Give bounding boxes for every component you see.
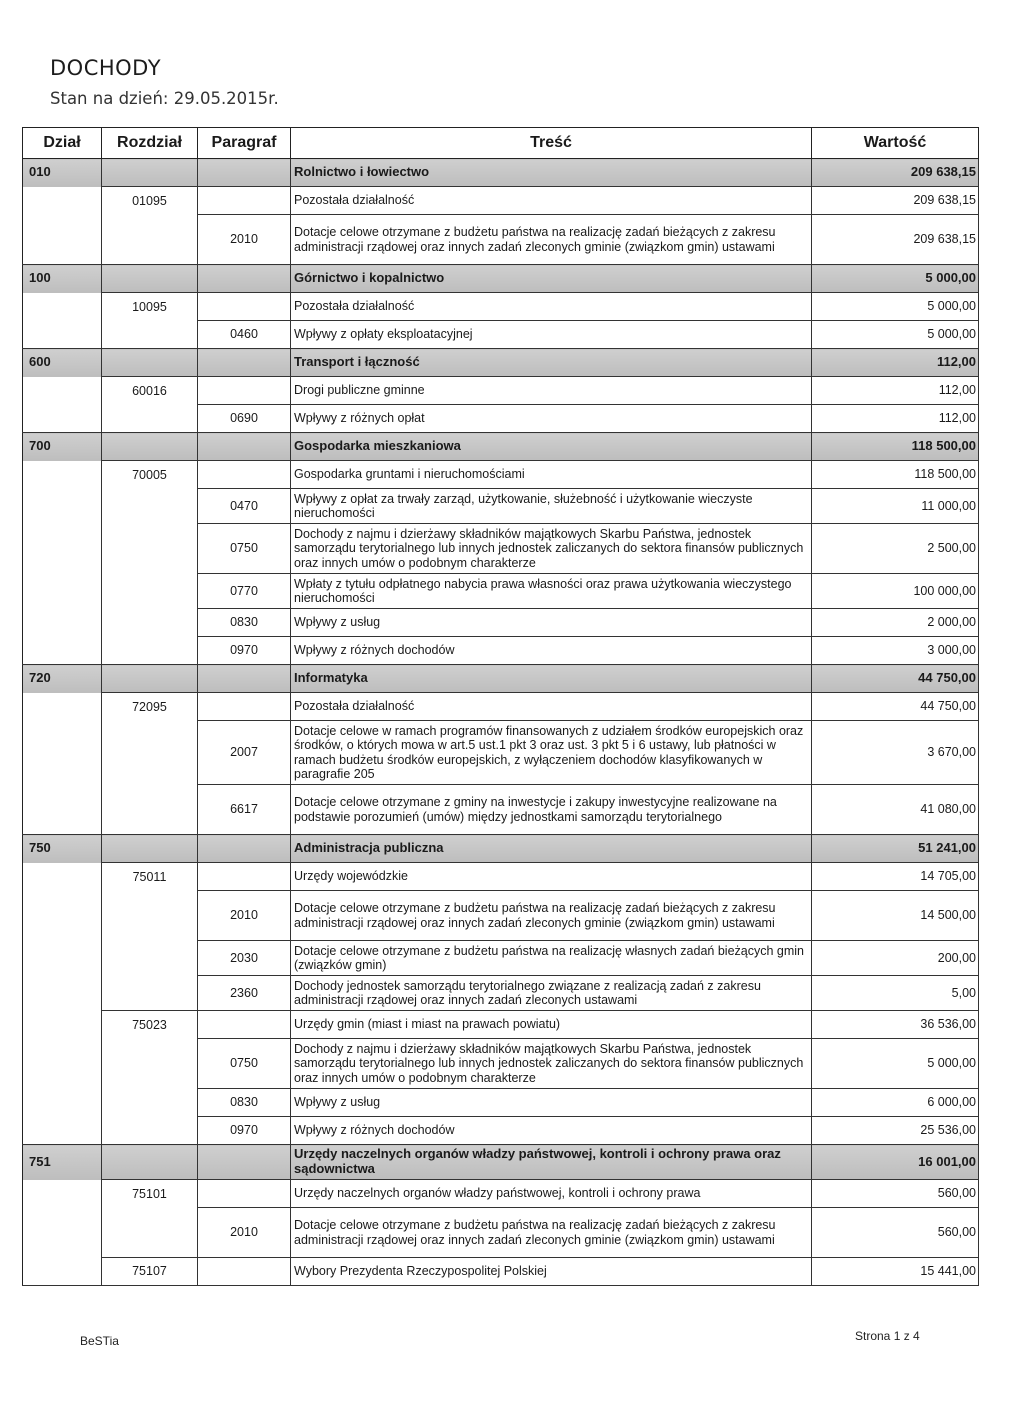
paragraf-cell: 2010 [198,215,291,265]
dzial-cell: 010 [23,159,102,187]
dzial-cell [23,1089,102,1117]
paragraf-cell [198,377,291,405]
wartosc-cell: 560,00 [812,1208,979,1258]
chapter-row [23,693,979,721]
paragraf-cell [198,1258,291,1286]
rozdzial-cell [102,574,198,609]
rozdzial-cell [102,489,198,524]
wartosc-cell: 5 000,00 [812,1039,979,1089]
tresc-cell: Pozostała działalność [291,187,812,215]
tresc-cell: Dotacje celowe otrzymane z budżetu państwa na realizację własnych zadań bieżących gmin (związków gmin) [291,941,812,976]
rozdzial-cell [102,159,198,187]
dzial-cell [23,187,102,215]
section-row [23,349,979,377]
dzial-cell: 600 [23,349,102,377]
tresc-cell: Wpłaty z tytułu odpłatnego nabycia prawa własności oraz prawa użytkowania wieczystego nieruchomości [291,574,812,609]
table-row [23,785,979,835]
rozdzial-cell [102,721,198,785]
dzial-cell [23,785,102,835]
dzial-cell [23,693,102,721]
wartosc-cell: 200,00 [812,941,979,976]
rozdzial-cell: 10095 [102,293,198,321]
tresc-cell: Dotacje celowe w ramach programów finansowanych z udziałem środków europejskich oraz środków, o których mowa w art.5 ust.1 pkt 3 oraz ust. 3 pkt 5 i 6 ustawy, lub płatności w ramach budżetu środków europejskich, z wyłączeniem dochodów klasyfikowanych w paragrafie 205 [291,721,812,785]
wartosc-cell: 3 000,00 [812,637,979,665]
chapter-row [23,1258,979,1286]
wartosc-cell: 209 638,15 [812,159,979,187]
table-row [23,1039,979,1089]
table-header-row [23,128,979,159]
rozdzial-cell [102,405,198,433]
rozdzial-cell: 01095 [102,187,198,215]
rozdzial-cell [102,321,198,349]
dzial-cell [23,976,102,1011]
dzial-cell [23,461,102,489]
tresc-cell: Informatyka [291,665,812,693]
section-row [23,665,979,693]
dzial-cell [23,1258,102,1286]
wartosc-cell: 100 000,00 [812,574,979,609]
table-row [23,637,979,665]
rozdzial-cell: 75101 [102,1180,198,1208]
paragraf-cell [198,835,291,863]
section-row [23,1145,979,1180]
section-row [23,433,979,461]
tresc-cell: Górnictwo i kopalnictwo [291,265,812,293]
table-row [23,721,979,785]
rozdzial-cell: 75107 [102,1258,198,1286]
chapter-row [23,461,979,489]
rozdzial-cell [102,265,198,293]
paragraf-cell [198,293,291,321]
wartosc-cell: 44 750,00 [812,665,979,693]
paragraf-cell: 0830 [198,609,291,637]
wartosc-cell: 2 500,00 [812,524,979,574]
paragraf-cell [198,461,291,489]
rozdzial-cell [102,524,198,574]
rozdzial-cell [102,976,198,1011]
paragraf-cell: 0470 [198,489,291,524]
wartosc-cell: 36 536,00 [812,1011,979,1039]
wartosc-cell: 44 750,00 [812,693,979,721]
dzial-cell [23,293,102,321]
rozdzial-cell [102,665,198,693]
paragraf-cell [198,665,291,693]
tresc-cell: Urzędy gmin (miast i miast na prawach powiatu) [291,1011,812,1039]
tresc-cell: Drogi publiczne gminne [291,377,812,405]
dzial-cell [23,941,102,976]
wartosc-cell: 25 536,00 [812,1117,979,1145]
paragraf-cell: 0970 [198,637,291,665]
tresc-cell: Wybory Prezydenta Rzeczypospolitej Polskiej [291,1258,812,1286]
wartosc-cell: 5,00 [812,976,979,1011]
dzial-cell [23,489,102,524]
wartosc-cell: 14 500,00 [812,891,979,941]
dzial-cell [23,215,102,265]
chapter-row [23,863,979,891]
tresc-cell: Urzędy naczelnych organów władzy państwowej, kontroli i ochrony prawa oraz sądownictwa [291,1145,812,1180]
paragraf-cell [198,265,291,293]
rozdzial-cell [102,1117,198,1145]
table-row [23,1208,979,1258]
column-header-rozdzial: Rozdział [102,128,198,159]
dzial-cell [23,377,102,405]
dzial-cell [23,863,102,891]
table-row [23,215,979,265]
tresc-cell: Dotacje celowe otrzymane z gminy na inwestycje i zakupy inwestycyjne realizowane na podstawie porozumień (umów) między jednostkami samorządu terytorialnego [291,785,812,835]
rozdzial-cell [102,835,198,863]
tresc-cell: Dochody z najmu i dzierżawy składników majątkowych Skarbu Państwa, jednostek samorządu terytorialnego lub innych jednostek zaliczanych do sektora finansów publicznych oraz innych umów o podobnym charakterze [291,524,812,574]
table-row [23,574,979,609]
table-row [23,524,979,574]
table-row [23,489,979,524]
paragraf-cell [198,187,291,215]
rozdzial-cell [102,1145,198,1180]
tresc-cell: Pozostała działalność [291,293,812,321]
wartosc-cell: 209 638,15 [812,187,979,215]
table-row [23,1117,979,1145]
wartosc-cell: 16 001,00 [812,1145,979,1180]
section-row [23,835,979,863]
tresc-cell: Dotacje celowe otrzymane z budżetu państwa na realizację zadań bieżących z zakresu administracji rządowej oraz innych zadań zleconych gminie (związkom gmin) ustawami [291,215,812,265]
tresc-cell: Wpływy z różnych opłat [291,405,812,433]
chapter-row [23,377,979,405]
column-header-wartosc: Wartość [812,128,979,159]
paragraf-cell: 0970 [198,1117,291,1145]
wartosc-cell: 41 080,00 [812,785,979,835]
wartosc-cell: 5 000,00 [812,321,979,349]
table-row [23,941,979,976]
tresc-cell: Administracja publiczna [291,835,812,863]
document-date: Stan na dzień: 29.05.2015r. [50,89,279,108]
section-row [23,159,979,187]
dzial-cell [23,1011,102,1039]
wartosc-cell: 11 000,00 [812,489,979,524]
dzial-cell [23,637,102,665]
dzial-cell [23,321,102,349]
dzial-cell: 700 [23,433,102,461]
tresc-cell: Urzędy naczelnych organów władzy państwowej, kontroli i ochrony prawa [291,1180,812,1208]
tresc-cell: Gospodarka gruntami i nieruchomościami [291,461,812,489]
tresc-cell: Wpływy z różnych dochodów [291,1117,812,1145]
chapter-row [23,187,979,215]
paragraf-cell: 2010 [198,1208,291,1258]
wartosc-cell: 118 500,00 [812,433,979,461]
dzial-cell [23,1208,102,1258]
tresc-cell: Wpływy z różnych dochodów [291,637,812,665]
table-row [23,321,979,349]
rozdzial-cell [102,941,198,976]
wartosc-cell: 6 000,00 [812,1089,979,1117]
rozdzial-cell [102,1089,198,1117]
wartosc-cell: 5 000,00 [812,293,979,321]
rozdzial-cell: 75011 [102,863,198,891]
paragraf-cell: 0750 [198,524,291,574]
paragraf-cell [198,433,291,461]
paragraf-cell [198,1180,291,1208]
rozdzial-cell [102,637,198,665]
paragraf-cell: 2360 [198,976,291,1011]
dzial-cell [23,1180,102,1208]
tresc-cell: Dotacje celowe otrzymane z budżetu państwa na realizację zadań bieżących z zakresu administracji rządowej oraz innych zadań zleconych gminie (związkom gmin) ustawami [291,1208,812,1258]
column-header-paragraf: Paragraf [198,128,291,159]
rozdzial-cell: 60016 [102,377,198,405]
paragraf-cell: 6617 [198,785,291,835]
table-body [23,159,979,1286]
footer-page-number: Strona 1 z 4 [855,1329,920,1343]
wartosc-cell: 14 705,00 [812,863,979,891]
tresc-cell: Urzędy wojewódzkie [291,863,812,891]
paragraf-cell: 2007 [198,721,291,785]
table-row [23,891,979,941]
document-title: DOCHODY [50,56,162,80]
paragraf-cell [198,693,291,721]
table-row [23,609,979,637]
rozdzial-cell [102,215,198,265]
table-row [23,1089,979,1117]
rozdzial-cell [102,891,198,941]
wartosc-cell: 5 000,00 [812,265,979,293]
table-row [23,405,979,433]
income-table [22,127,979,1286]
dzial-cell [23,721,102,785]
tresc-cell: Dochody jednostek samorządu terytorialnego związane z realizacją zadań z zakresu administracji rządowej oraz innych zadań zleconych ustawami [291,976,812,1011]
tresc-cell: Gospodarka mieszkaniowa [291,433,812,461]
tresc-cell: Wpływy z opłaty eksploatacyjnej [291,321,812,349]
tresc-cell: Rolnictwo i łowiectwo [291,159,812,187]
chapter-row [23,293,979,321]
wartosc-cell: 2 000,00 [812,609,979,637]
wartosc-cell: 51 241,00 [812,835,979,863]
dzial-cell [23,1039,102,1089]
wartosc-cell: 118 500,00 [812,461,979,489]
dzial-cell [23,609,102,637]
rozdzial-cell [102,1208,198,1258]
paragraf-cell: 2010 [198,891,291,941]
dzial-cell [23,405,102,433]
rozdzial-cell [102,433,198,461]
paragraf-cell: 0830 [198,1089,291,1117]
paragraf-cell: 2030 [198,941,291,976]
rozdzial-cell: 72095 [102,693,198,721]
dzial-cell: 751 [23,1145,102,1180]
section-row [23,265,979,293]
rozdzial-cell: 75023 [102,1011,198,1039]
paragraf-cell [198,1011,291,1039]
paragraf-cell [198,159,291,187]
rozdzial-cell [102,609,198,637]
wartosc-cell: 112,00 [812,349,979,377]
rozdzial-cell [102,785,198,835]
tresc-cell: Transport i łączność [291,349,812,377]
footer-software: BeSTia [80,1334,119,1348]
paragraf-cell: 0460 [198,321,291,349]
dzial-cell: 720 [23,665,102,693]
tresc-cell: Wpływy z usług [291,609,812,637]
chapter-row [23,1011,979,1039]
paragraf-cell [198,349,291,377]
dzial-cell [23,1117,102,1145]
tresc-cell: Wpływy z usług [291,1089,812,1117]
tresc-cell: Dochody z najmu i dzierżawy składników majątkowych Skarbu Państwa, jednostek samorządu terytorialnego lub innych jednostek zaliczanych do sektora finansów publicznych oraz innych umów o podobnym charakterze [291,1039,812,1089]
dzial-cell [23,574,102,609]
wartosc-cell: 112,00 [812,377,979,405]
tresc-cell: Dotacje celowe otrzymane z budżetu państwa na realizację zadań bieżących z zakresu administracji rządowej oraz innych zadań zleconych gminie (związkom gmin) ustawami [291,891,812,941]
paragraf-cell: 0690 [198,405,291,433]
column-header-dzial: Dział [23,128,102,159]
wartosc-cell: 15 441,00 [812,1258,979,1286]
rozdzial-cell [102,349,198,377]
dzial-cell: 750 [23,835,102,863]
column-header-tresc: Treść [291,128,812,159]
wartosc-cell: 112,00 [812,405,979,433]
chapter-row [23,1180,979,1208]
paragraf-cell [198,1145,291,1180]
rozdzial-cell: 70005 [102,461,198,489]
wartosc-cell: 209 638,15 [812,215,979,265]
dzial-cell [23,524,102,574]
dzial-cell: 100 [23,265,102,293]
tresc-cell: Pozostała działalność [291,693,812,721]
paragraf-cell: 0750 [198,1039,291,1089]
wartosc-cell: 560,00 [812,1180,979,1208]
table-row [23,976,979,1011]
dzial-cell [23,891,102,941]
rozdzial-cell [102,1039,198,1089]
tresc-cell: Wpływy z opłat za trwały zarząd, użytkowanie, służebność i użytkowanie wieczyste nieruchomości [291,489,812,524]
paragraf-cell [198,863,291,891]
wartosc-cell: 3 670,00 [812,721,979,785]
paragraf-cell: 0770 [198,574,291,609]
